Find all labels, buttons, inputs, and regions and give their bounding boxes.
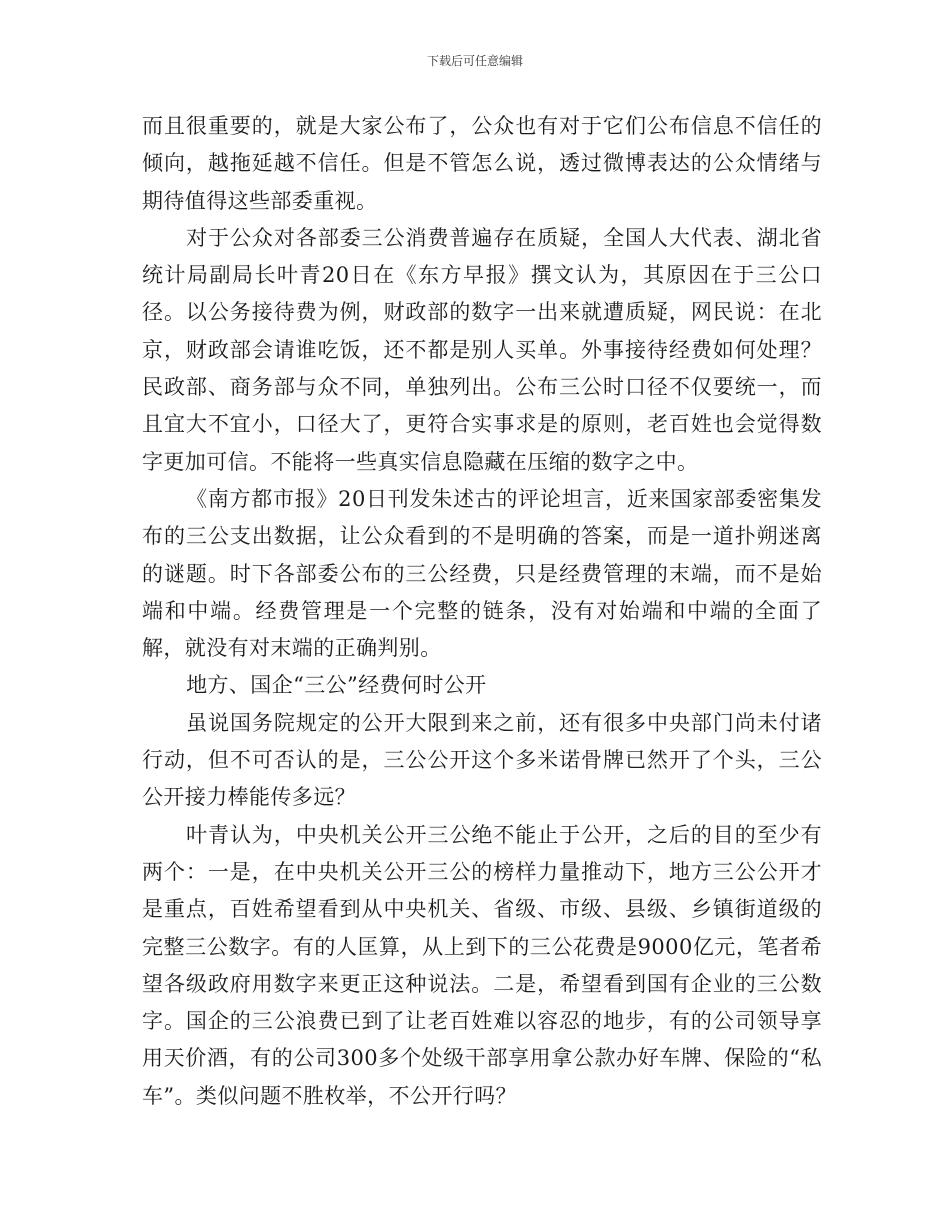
paragraph: 对于公众对各部委三公消费普遍存在质疑，全国人大代表、湖北省统计局副局长叶青20日在《东方早报》撰文认为，其原因在于三公口径。以公务接待费为例，财政部的数字一出来就遭质疑，网民说：在北京，财政部会请谁吃饭，还不都是别人买单。外事接待经费如何处理？民政部、商务部与众不同，单独列出。公布三公时口径不仅要统一，而且宜大不宜小，口径大了，更符合实事求是的原则，老百姓也会觉得数字更加可信。不能将一些真实信息隐藏在压缩的数字之中。 (142, 225, 822, 474)
page-header: 下载后可任意编辑 (426, 54, 523, 68)
document-body (142, 108, 822, 1115)
paragraph: 《南方都市报》20日刊发朱述古的评论坦言，近来国家部委密集发布的三公支出数据，让公众看到的不是明确的答案，而是一道扑朔迷离的谜题。时下各部委公布的三公经费，只是经费管理的末端，而不是始端和中端。经费管理是一个完整的链条，没有对始端和中端的全面了解，就没有对末端的正确判别。 (142, 486, 822, 661)
paragraph: 叶青认为，中央机关公开三公绝不能止于公开，之后的目的至少有两个：一是，在中央机关公开三公的榜样力量推动下，地方三公公开才是重点，百姓希望看到从中央机关、省级、市级、县级、乡镇街道级的完整三公数字。有的人匡算，从上到下的三公花费是9000亿元，笔者希望各级政府用数字来更正这种说法。二是，希望看到国有企业的三公数字。国企的三公浪费已到了让老百姓难以容忍的地步，有的公司领导享用天价酒，有的公司300多个处级干部享用拿公款办好车牌、保险的“私车”。类似问题不胜枚举，不公开行吗？ (142, 822, 822, 1108)
section-heading: 地方、国企“三公”经费何时公开 (186, 673, 487, 698)
paragraph: 虽说国务院规定的公开大限到来之前，还有很多中央部门尚未付诸行动，但不可否认的是，三公公开这个多米诺骨牌已然开了个头，三公公开接力棒能传多远？ (142, 710, 822, 810)
paragraph: 而且很重要的，就是大家公布了，公众也有对于它们公布信息不信任的倾向，越拖延越不信任。但是不管怎么说，透过微博表达的公众情绪与期待值得这些部委重视。 (142, 114, 822, 213)
